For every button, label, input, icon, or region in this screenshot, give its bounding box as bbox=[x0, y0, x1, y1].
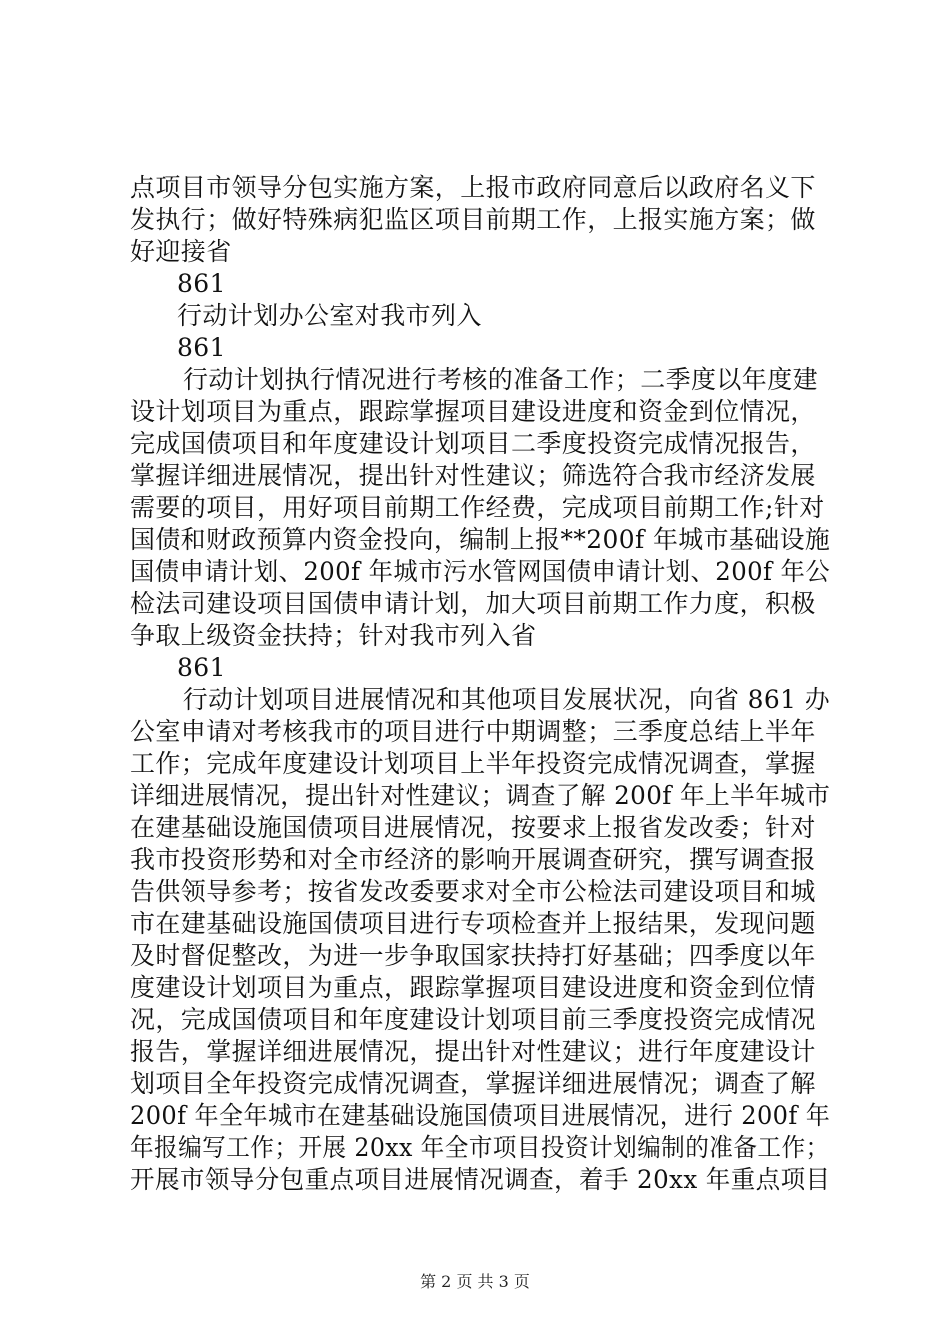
text-line: 行动计划项目进展情况和其他项目发展状况，向省 861 办 bbox=[182, 685, 831, 714]
text-line: 报告，掌握详细进展情况，提出针对性建议；进行年度建设计 bbox=[130, 1037, 816, 1066]
text-line: 需要的项目，用好项目前期工作经费，完成项目前期工作;针对 bbox=[130, 493, 825, 522]
document-body bbox=[130, 172, 830, 1196]
text-line: 市在建基础设施国债项目进行专项检查并上报结果，发现问题 bbox=[130, 909, 816, 938]
text-line: 国债申请计划、200f 年城市污水管网国债申请计划、200f 年公 bbox=[130, 557, 831, 586]
text-line: 及时督促整改，为进一步争取国家扶持打好基础；四季度以年 bbox=[130, 941, 816, 970]
text-line: 工作；完成年度建设计划项目上半年投资完成情况调查，掌握 bbox=[130, 749, 816, 778]
number-line: 861 bbox=[177, 333, 226, 362]
text-line: 详细进展情况，提出针对性建议；调查了解 200f 年上半年城市 bbox=[130, 781, 831, 810]
text-line: 公室申请对考核我市的项目进行中期调整；三季度总结上半年 bbox=[130, 717, 816, 746]
text-line: 完成国债项目和年度建设计划项目二季度投资完成情况报告， bbox=[130, 429, 816, 458]
text-line: 争取上级资金扶持；针对我市列入省 bbox=[130, 621, 537, 650]
text-line: 设计划项目为重点，跟踪掌握项目建设进度和资金到位情况， bbox=[130, 397, 816, 426]
number-line: 861 bbox=[177, 653, 226, 682]
text-line: 年报编写工作；开展 20xx 年全市项目投资计划编制的准备工作； bbox=[130, 1133, 830, 1162]
text-line: 我市投资形势和对全市经济的影响开展调查研究，撰写调查报 bbox=[130, 845, 816, 874]
text-line: 国债和财政预算内资金投向，编制上报**200f 年城市基础设施 bbox=[130, 525, 831, 554]
text-line: 好迎接省 bbox=[130, 237, 232, 266]
text-line: 发执行；做好特殊病犯监区项目前期工作，上报实施方案；做 bbox=[130, 205, 816, 234]
text-line: 开展市领导分包重点项目进展情况调查，着手 20xx 年重点项目 bbox=[130, 1165, 831, 1194]
number-line: 行动计划办公室对我市列入 bbox=[177, 301, 482, 330]
page-footer: 第 2 页 共 3 页 bbox=[420, 1272, 530, 1291]
number-line: 861 bbox=[177, 269, 226, 298]
text-line: 况，完成国债项目和年度建设计划项目前三季度投资完成情况 bbox=[130, 1005, 816, 1034]
text-line: 检法司建设项目国债申请计划，加大项目前期工作力度，积极 bbox=[130, 589, 816, 618]
text-line: 划项目全年投资完成情况调查，掌握详细进展情况；调查了解 bbox=[130, 1069, 816, 1098]
text-line: 掌握详细进展情况，提出针对性建议；筛选符合我市经济发展 bbox=[130, 461, 816, 490]
text-line: 告供领导参考；按省发改委要求对全市公检法司建设项目和城 bbox=[130, 877, 816, 906]
text-line: 度建设计划项目为重点，跟踪掌握项目建设进度和资金到位情 bbox=[130, 973, 816, 1002]
text-line: 200f 年全年城市在建基础设施国债项目进展情况，进行 200f 年 bbox=[130, 1101, 831, 1130]
text-line: 在建基础设施国债项目进展情况，按要求上报省发改委；针对 bbox=[130, 813, 816, 842]
text-line: 行动计划执行情况进行考核的准备工作；二季度以年度建 bbox=[183, 365, 819, 394]
text-line: 点项目市领导分包实施方案，上报市政府同意后以政府名义下 bbox=[130, 173, 816, 202]
